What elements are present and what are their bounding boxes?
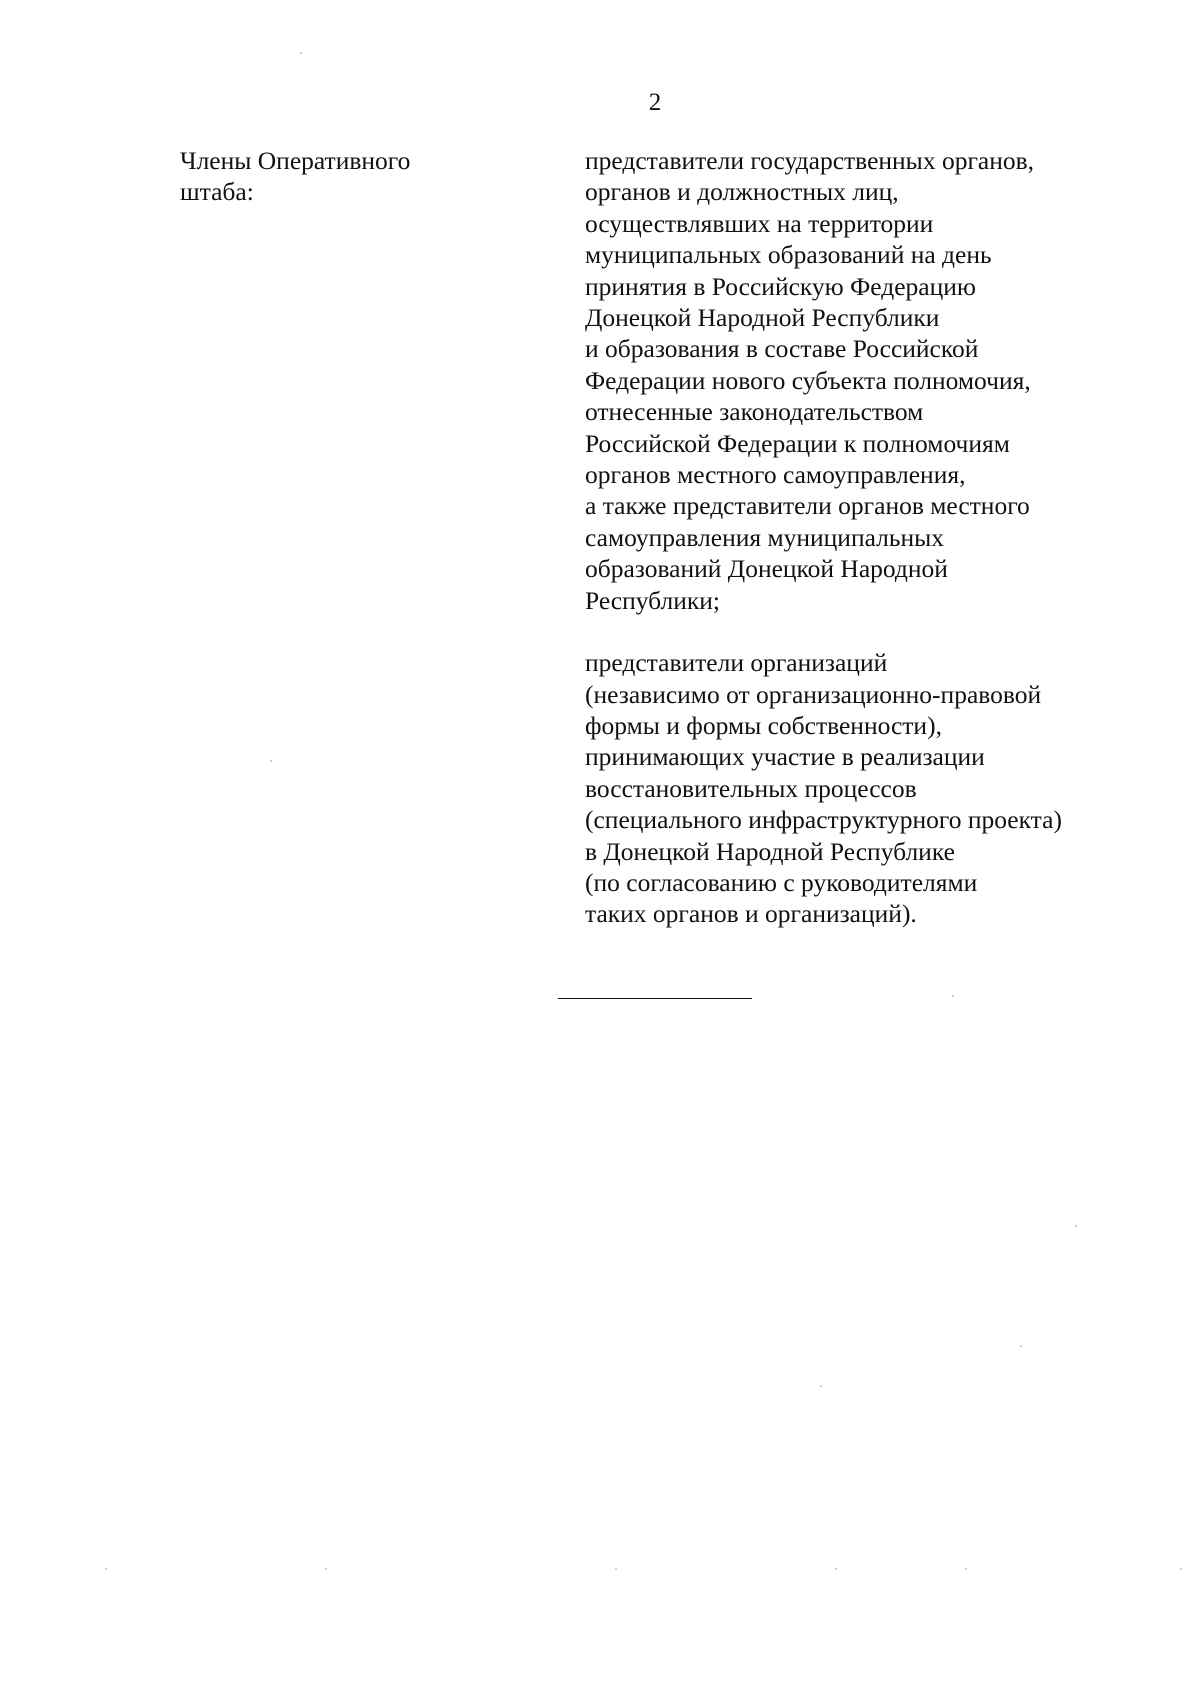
scan-speck xyxy=(615,1568,617,1570)
text-line: принимающих участие в реализации xyxy=(585,742,985,772)
text-line: (по согласованию с руководителями xyxy=(585,867,978,897)
text-line: Донецкой Народной Республики xyxy=(585,303,940,333)
scan-speck xyxy=(965,1568,967,1570)
paragraph-organization-representatives xyxy=(585,647,1105,930)
text-line: таких органов и организаций). xyxy=(585,899,917,929)
text-line: Федерации нового субъекта полномочия, xyxy=(585,365,1031,395)
text-line: Российской Федерации к полномочиям xyxy=(585,428,1010,458)
scan-speck xyxy=(1020,1345,1022,1347)
scan-speck xyxy=(820,1385,822,1387)
text-line: в Донецкой Народной Республике xyxy=(585,836,955,866)
text-line: (специального инфраструктурного проекта) xyxy=(585,805,1062,835)
text-line: органов местного самоуправления, xyxy=(585,460,966,490)
text-line: принятия в Российскую Федерацию xyxy=(585,271,976,301)
scan-speck xyxy=(270,760,272,762)
text-line: а также представители органов местного xyxy=(585,491,1030,521)
scan-speck xyxy=(835,1568,837,1570)
paragraph-government-representatives xyxy=(585,145,1105,616)
scan-speck xyxy=(105,1568,107,1570)
scan-speck xyxy=(1180,1568,1182,1570)
text-line: самоуправления муниципальных xyxy=(585,522,945,552)
text-line: муниципальных образований на день xyxy=(585,240,992,270)
members-description xyxy=(585,145,1105,930)
text-line: представители организаций xyxy=(585,648,888,678)
text-line: (независимо от организационно-правовой xyxy=(585,679,1042,709)
text-line: осуществлявших на территории xyxy=(585,208,934,238)
closing-rule xyxy=(558,998,752,999)
scan-speck xyxy=(1075,1225,1077,1227)
page-number: 2 xyxy=(648,89,662,116)
text-line: и образования в составе Российской xyxy=(585,334,979,364)
text-line: формы и формы собственности), xyxy=(585,710,942,740)
text-line: органов и должностных лиц, xyxy=(585,177,899,207)
text-line: отнесенные законодательством xyxy=(585,397,924,427)
scan-speck xyxy=(300,52,302,54)
text-line: образований Донецкой Народной xyxy=(585,554,948,584)
text-line: восстановительных процессов xyxy=(585,773,917,803)
text-line: Республики; xyxy=(585,585,721,615)
text-line: представители государственных органов, xyxy=(585,146,1035,175)
scan-speck xyxy=(325,1568,327,1570)
members-label: Члены Оперативного штаба: xyxy=(180,146,411,206)
scan-speck xyxy=(952,995,954,997)
